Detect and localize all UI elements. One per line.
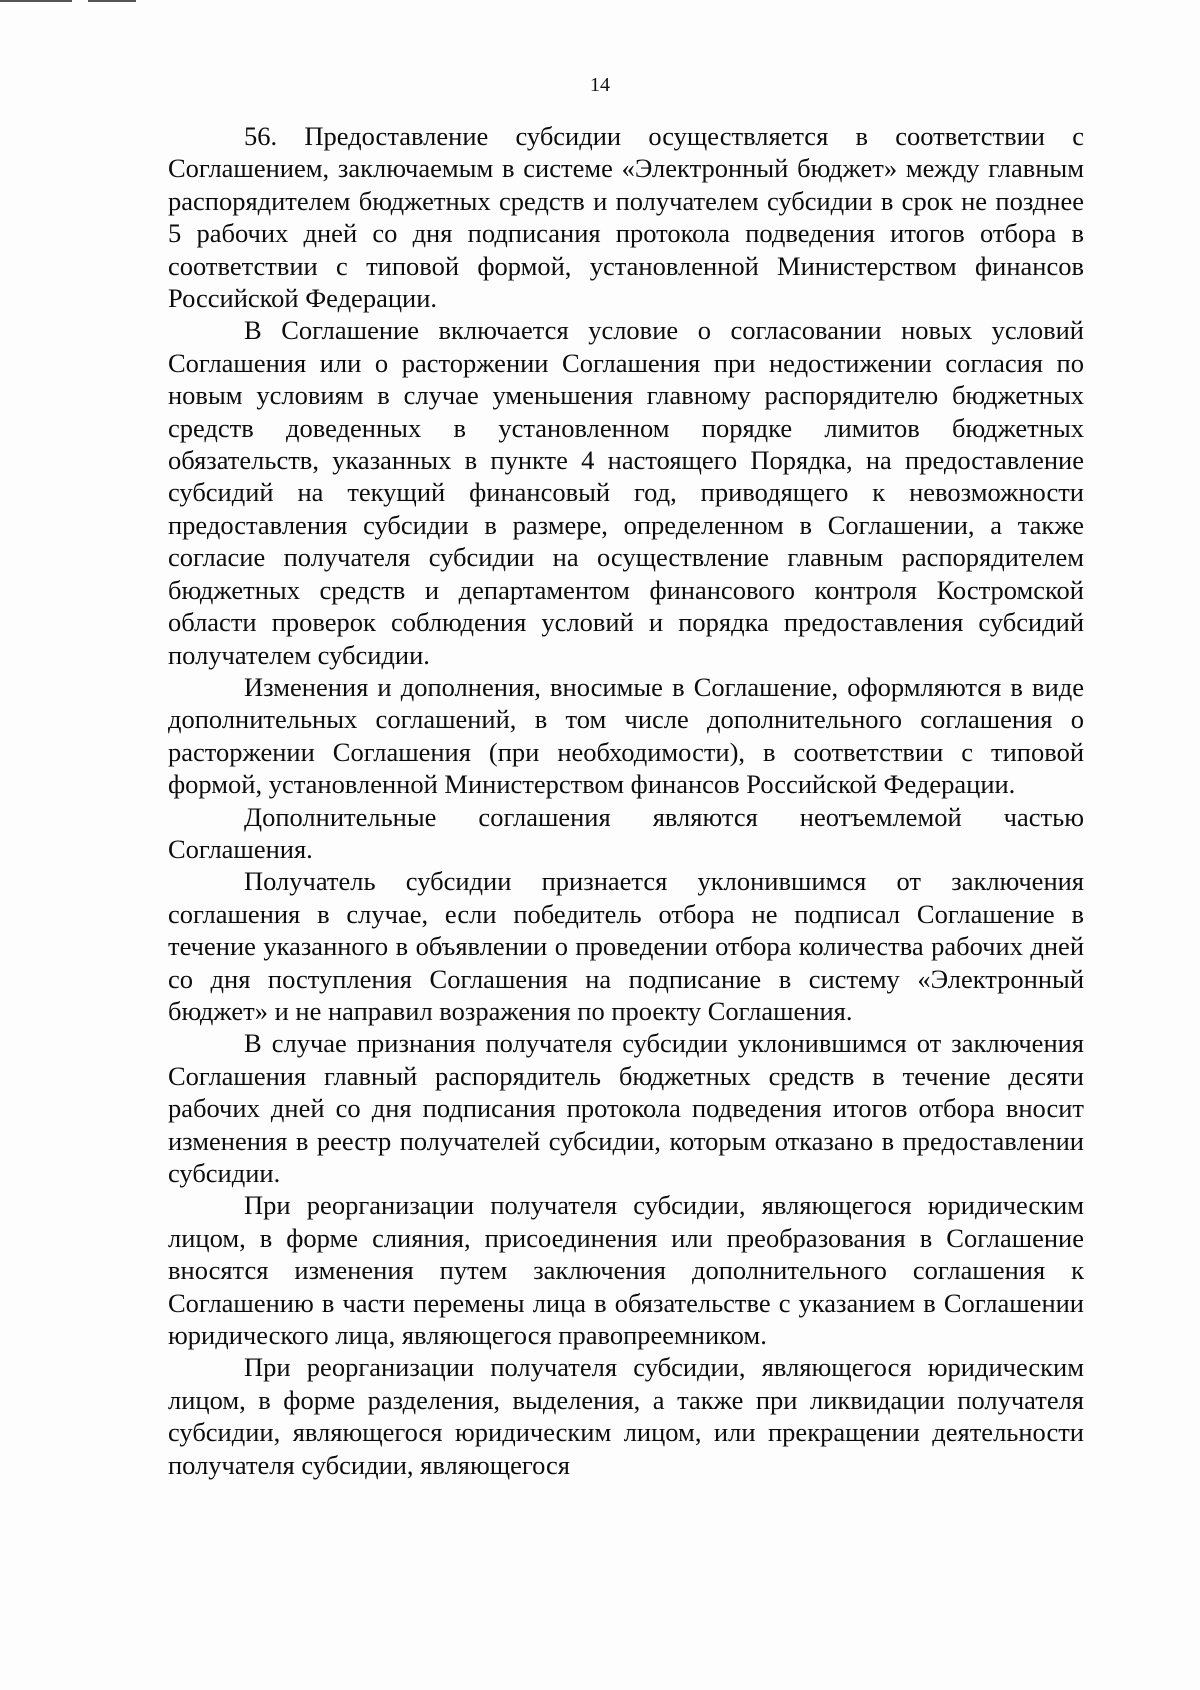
paragraph: 56. Предоставление субсидии осуществляется в соответствии с Соглашением, заключаемым в системе «Электронный бюджет» между главным распорядителем бюджетных средств и получателем субсидии в срок не позднее 5 рабочих дней со дня подписания протокола подведения итогов отбора в соответствии с типовой формой, установленной Министерством финансов Российской Федерации.	[168, 121, 1084, 314]
paragraph: При реорганизации получателя субсидии, являющегося юридическим лицом, в форме разделения, выделения, а также при ликвидации получателя субсидии, являющегося юридическим лицом, или прекращении деятельности получателя субсидии, являющегося	[168, 1352, 1084, 1480]
scan-artifact-line	[88, 0, 136, 2]
paragraph: Получатель субсидии признается уклонившимся от заключения соглашения в случае, если победитель отбора не подписал Соглашение в течение указанного в объявлении о проведении отбора количества рабочих дней со дня поступления Соглашения на подписание в систему «Электронный бюджет» и не направил возражения по проекту Соглашения.	[168, 866, 1084, 1026]
scan-artifact-line	[0, 0, 72, 2]
page-number: 14	[590, 74, 610, 96]
paragraph: В Соглашение включается условие о согласовании новых условий Соглашения или о расторжении Соглашения при недостижении согласия по новым условиям в случае уменьшения главному распорядителю бюджетных средств доведенных в установленном порядке лимитов бюджетных обязательств, указанных в пункте 4 настоящего Порядка, на предоставление субсидий на текущий финансовый год, приводящего к невозможности предоставления субсидии в размере, определенном в Соглашении, а также согласие получателя субсидии на осуществление главным распорядителем бюджетных средств и департаментом финансового контроля Костромской области проверок соблюдения условий и порядка предоставления субсидий получателем субсидии.	[168, 315, 1084, 670]
document-body	[168, 120, 1084, 1481]
paragraph: При реорганизации получателя субсидии, являющегося юридическим лицом, в форме слияния, присоединения или преобразования в Соглашение вносятся изменения путем заключения дополнительного соглашения к Соглашению в части перемены лица в обязательстве с указанием в Соглашении юридического лица, являющегося правопреемником.	[168, 1190, 1084, 1351]
paragraph: Дополнительные соглашения являются неотъемлемой частью Соглашения.	[168, 801, 1084, 864]
paragraph: В случае признания получателя субсидии уклонившимся от заключения Соглашения главный распорядитель бюджетных средств в течение десяти рабочих дней со дня подписания протокола подведения итогов отбора вносит изменения в реестр получателей субсидии, которым отказано в предоставлении субсидии.	[168, 1028, 1084, 1188]
paragraph: Изменения и дополнения, вносимые в Соглашение, оформляются в виде дополнительных соглашений, в том числе дополнительного соглашения о расторжении Соглашения (при необходимости), в соответствии с типовой формой, установленной Министерством финансов Российской Федерации.	[168, 671, 1084, 800]
